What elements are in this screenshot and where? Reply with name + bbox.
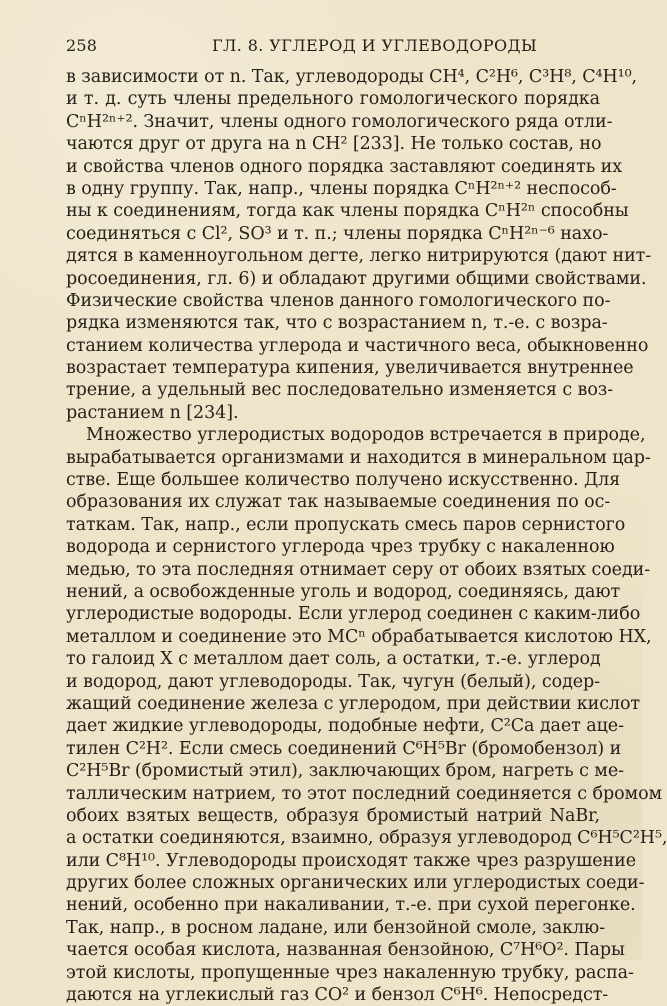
text-line: чается особая кислота, названная бензойною, C⁷H⁶O². Пары	[66, 940, 625, 961]
text-line: нений, а освобожденные уголь и водород, соединяясь, дают	[66, 581, 621, 602]
text-line: то галоид X с металлом дает соль, а остатки, т.-е. углерод	[66, 649, 601, 670]
text-line: этой кислоты, пропущенные чрез накаленную трубку, распа-	[66, 962, 634, 983]
text-line: дает жидкие углеводороды, подобные нефти, C²Ca дает аце-	[66, 716, 624, 737]
text-line: CⁿH²ⁿ⁺². Значит, члены одного гомологического ряда отли-	[66, 111, 613, 132]
text-line: и водород, дают углеводороды. Так, чугун (белый), содер-	[66, 671, 600, 692]
text-line: образования их служат так называемые соединения по ос-	[66, 492, 611, 513]
text-line: Физические свойства членов данного гомологического по-	[66, 290, 611, 311]
text-line: в одну группу. Так, напр., члены порядка CⁿH²ⁿ⁺² неспособ-	[66, 178, 617, 199]
page-header	[66, 36, 600, 60]
text-line: или C⁸H¹⁰. Углеводороды происходят также чрез разрушение	[66, 850, 636, 871]
text-line: нений, особенно при накаливании, т.-е. при сухой перегонке.	[66, 895, 636, 916]
text-line: стве. Еще большее количество получено искусственно. Для	[66, 470, 621, 491]
running-title: ГЛ. 8. УГЛЕРОД И УГЛЕВОДОРОДЫ	[212, 36, 538, 55]
paragraph-2	[66, 424, 667, 1006]
text-line: медью, то эта последняя отнимает серу от обоих взятых соеди-	[66, 559, 651, 580]
paragraph-1	[66, 66, 652, 424]
text-line: даются на углекислый газ CO² и бензол C⁶H⁶. Непосредст-	[66, 985, 609, 1006]
text-line: вырабатывается организмами и находится в минеральном цар-	[66, 447, 651, 468]
text-line: водорода и сернистого углерода чрез трубку с накаленною	[66, 537, 615, 558]
text-line: других более сложных органических или углеродистых соеди-	[66, 873, 645, 894]
text-line: обоих взятых веществ, образуя бромистый натрий NaBr,	[66, 805, 600, 826]
text-line: и свойства членов одного порядка заставляют соединять их	[66, 156, 623, 177]
text-line: в зависимости от n. Так, углеводороды CH⁴, C²H⁶, C³H⁸, C⁴H¹⁰,	[66, 67, 638, 87]
text-line: рядка изменяются так, что с возрастанием n, т.-е. с возра-	[66, 313, 608, 334]
page-body	[66, 66, 667, 1006]
text-line: и т. д. суть члены предельного гомологического порядка	[66, 89, 600, 110]
text-line: Так, напр., в росном ладане, или бензойной смоле, заклю-	[66, 917, 606, 938]
text-line: возрастает температура кипения, увеличивается внутреннее	[66, 358, 634, 379]
text-line: дятся в каменноугольном дегте, легко нитрируются (дают нит-	[66, 246, 652, 267]
text-line: металлом и соединение это MCⁿ обрабатывается кислотою HX,	[66, 626, 652, 647]
text-line: жащий соединение железа с углеродом, при действии кислот	[66, 693, 641, 714]
text-line: таллическим натрием, то этот последний соединяется с бромом	[66, 783, 663, 804]
text-line: тилен C²H². Если смесь соединений C⁶H⁵Br (бромобензол) и	[66, 738, 622, 759]
text-line: трение, а удельный вес последовательно изменяется с воз-	[66, 380, 614, 401]
text-line: станием количества углерода и частичного веса, обыкновенно	[66, 335, 649, 356]
text-line: растанием n [234].	[66, 402, 239, 423]
text-line: росоединения, гл. 6) и обладают другими общими свойствами.	[66, 268, 647, 289]
text-line: ны к соединениям, тогда как члены порядка CⁿH²ⁿ способны	[66, 201, 629, 222]
text-line: C²H⁵Br (бромистый этил), заключающих бром, нагреть с ме-	[66, 761, 624, 782]
text-line: углеродистые водороды. Если углерод соединен с каким-либо	[66, 604, 641, 625]
text-line: соединяться с Cl², SO³ и т. п.; члены порядка CⁿH²ⁿ⁻⁶ нахо-	[66, 223, 609, 244]
text-line: а остатки соединяются, взаимно, образуя углеводород C⁶H⁵C²H⁵,	[66, 828, 667, 849]
text-line: Множество углеродистых водородов встречается в природе,	[86, 425, 646, 446]
text-line: чаются друг от друга на n CH² [233]. Не только состав, но	[66, 134, 602, 155]
page-number: 258	[66, 36, 98, 55]
text-line: таткам. Так, напр., если пропускать смесь паров сернистого	[66, 514, 626, 535]
